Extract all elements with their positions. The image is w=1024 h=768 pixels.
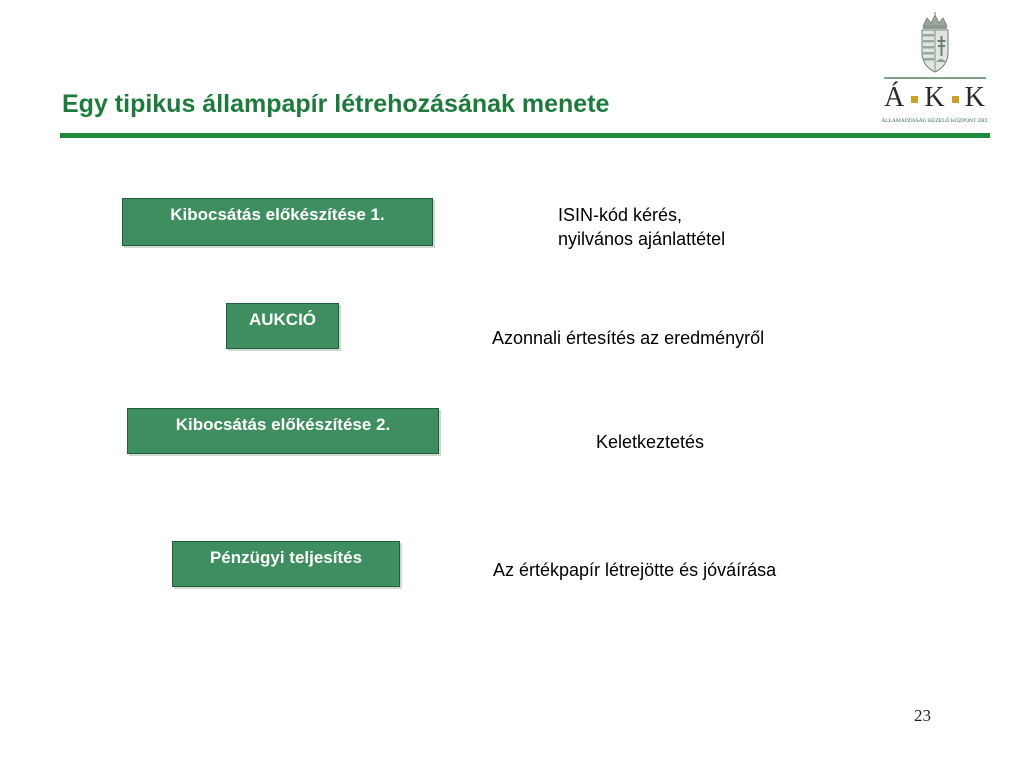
- logo-separator-1: [911, 96, 918, 103]
- logo-lettering: [876, 82, 994, 114]
- logo-letter-a: Á: [884, 82, 906, 113]
- step-description-1: [558, 203, 725, 251]
- step-description-3: [596, 430, 704, 454]
- step-description-4-line-1: Az értékpapír létrejötte és jóváírása: [493, 560, 777, 580]
- step-description-1-line-2: nyilvános ajánlattétel: [558, 229, 726, 249]
- hungarian-coat-of-arms-icon: [876, 12, 994, 82]
- logo-letter-k1: K: [924, 82, 946, 113]
- step-box-1: Kibocsátás előkészítése 1.: [122, 198, 433, 246]
- title-divider: [60, 133, 990, 138]
- logo-letter-k2: K: [964, 82, 986, 113]
- logo-subtitle: ÁLLAMADÓSSÁG KEZELŐ KÖZPONT ZRT.: [881, 118, 989, 124]
- logo-separator-2: [952, 96, 959, 103]
- step-description-2-line-1: Azonnali értesítés az eredményről: [492, 328, 765, 348]
- step-box-2: AUKCIÓ: [226, 303, 339, 349]
- step-description-4: [493, 558, 776, 582]
- akk-logo: [876, 12, 994, 130]
- step-box-3: Kibocsátás előkészítése 2.: [127, 408, 439, 454]
- slide-title: Egy tipikus állampapír létrehozásának menete: [62, 90, 610, 118]
- step-description-3-line-1: Keletkeztetés: [596, 432, 705, 452]
- step-description-1-line-1: ISIN-kód kérés,: [558, 205, 683, 225]
- step-description-2: [492, 326, 764, 350]
- step-box-4: Pénzügyi teljesítés: [172, 541, 400, 587]
- page-number: 23: [914, 706, 931, 725]
